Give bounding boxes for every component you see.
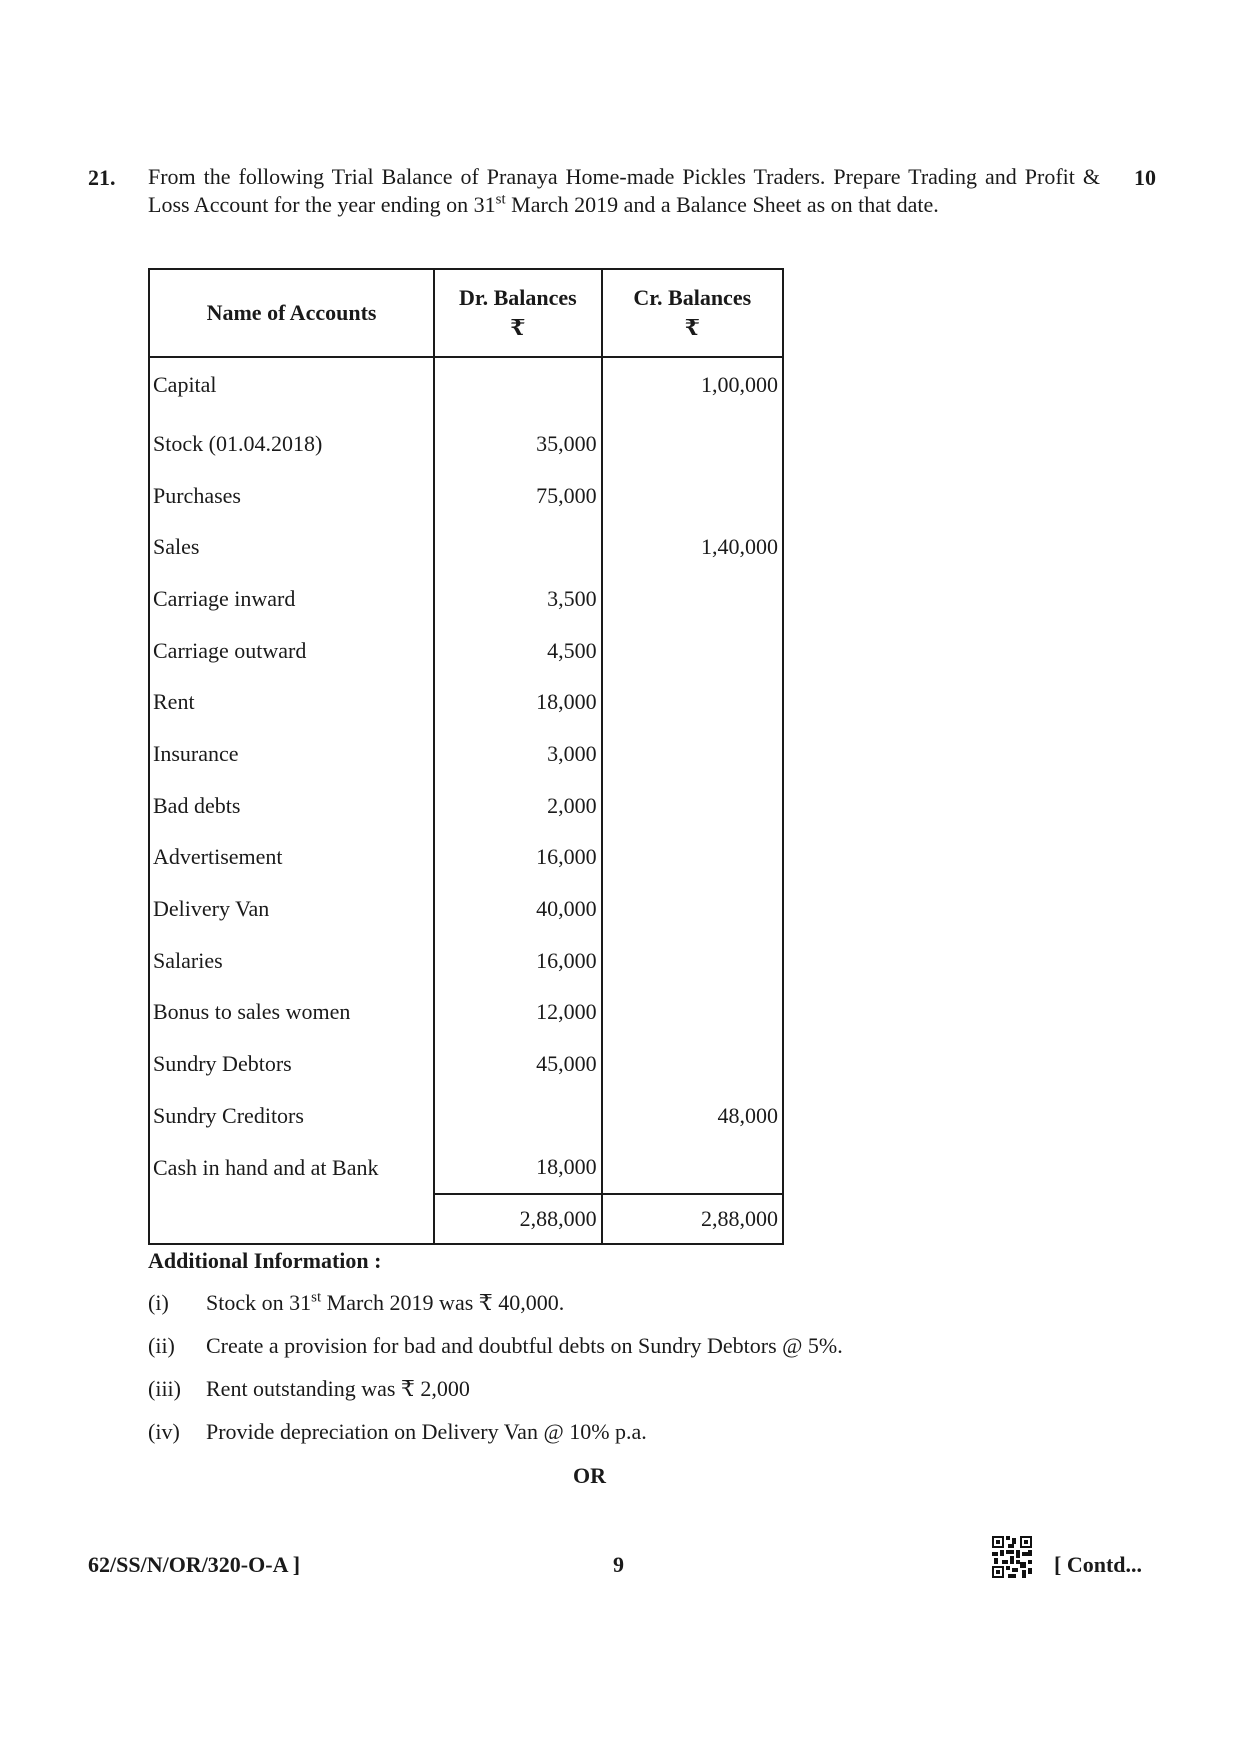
dr-balance-cell: 2,000: [434, 780, 601, 832]
info-item-1: [148, 1290, 1048, 1316]
dr-balance-cell: 18,000: [434, 1142, 601, 1195]
header-name-of-accounts: Name of Accounts: [149, 269, 434, 357]
cr-balance-cell: [602, 728, 783, 780]
info-item-roman: (iv): [148, 1419, 180, 1444]
info-item-text: Rent outstanding was ₹ 2,000: [206, 1376, 470, 1401]
table-row: [149, 935, 783, 987]
account-name-cell: Sundry Creditors: [149, 1090, 434, 1142]
cr-balance-cell: [602, 883, 783, 935]
table-header-row: [149, 269, 783, 357]
dr-balance-cell: 18,000: [434, 676, 601, 728]
trial-balance-table: [148, 268, 784, 1245]
or-label: OR: [573, 1463, 606, 1488]
question-marks: 10: [1134, 165, 1156, 190]
account-name-cell: Carriage inward: [149, 573, 434, 625]
account-name-cell: Advertisement: [149, 832, 434, 884]
info-item-text-a: Stock on 31: [206, 1290, 312, 1315]
dr-balance-cell: 4,500: [434, 625, 601, 677]
account-name-cell: Salaries: [149, 935, 434, 987]
cr-balance-cell: [602, 1038, 783, 1090]
table-row: [149, 728, 783, 780]
account-name-cell: Bad debts: [149, 780, 434, 832]
table-row: [149, 573, 783, 625]
dr-balance-cell: 16,000: [434, 935, 601, 987]
table-row: [149, 357, 783, 418]
footer-page-number: 9: [613, 1552, 624, 1577]
question-number: 21.: [88, 165, 116, 190]
dr-balance-cell: [434, 1090, 601, 1142]
dr-balance-cell: 35,000: [434, 418, 601, 470]
cr-balance-cell: [602, 573, 783, 625]
account-name-cell: Rent: [149, 676, 434, 728]
table-row: [149, 1038, 783, 1090]
info-item-roman: (iii): [148, 1376, 181, 1401]
total-dr-cell: 2,88,000: [434, 1194, 601, 1244]
account-name-cell: Sundry Debtors: [149, 1038, 434, 1090]
table-row: [149, 832, 783, 884]
dr-balance-cell: 12,000: [434, 987, 601, 1039]
account-name-cell: Cash in hand and at Bank: [149, 1142, 434, 1195]
cr-balance-cell: [602, 418, 783, 470]
table-row: [149, 625, 783, 677]
info-item-3: [148, 1376, 1048, 1402]
additional-info-title: Additional Information :: [148, 1248, 382, 1273]
qr-code-icon: [992, 1536, 1032, 1578]
cr-balance-cell: 1,00,000: [602, 357, 783, 418]
dr-balance-cell: 3,000: [434, 728, 601, 780]
cr-balance-cell: [602, 625, 783, 677]
cr-balance-cell: [602, 935, 783, 987]
dr-balance-cell: 16,000: [434, 832, 601, 884]
rupee-symbol-dr: ₹: [510, 315, 526, 340]
account-name-cell: Stock (01.04.2018): [149, 418, 434, 470]
account-name-cell: Insurance: [149, 728, 434, 780]
info-item-text: Provide depreciation on Delivery Van @ 10% p.a.: [206, 1419, 647, 1444]
table-row: [149, 521, 783, 573]
info-item-text-b: March 2019 was ₹ 40,000.: [321, 1290, 565, 1315]
dr-balance-cell: [434, 521, 601, 573]
footer-paper-code: 62/SS/N/OR/320-O-A ]: [88, 1552, 301, 1577]
table-row: [149, 1090, 783, 1142]
question-text-part2: March 2019 and a Balance Sheet as on that date.: [505, 192, 939, 217]
header-dr-balances: Dr. Balances ₹: [434, 269, 601, 357]
info-item-roman: (ii): [148, 1333, 175, 1358]
question-text-part1: From the following Trial Balance of Pranaya Home-made Pickles Traders. Prepare Trading and Profit & Loss Account for the year ending on 31: [148, 164, 1100, 217]
rupee-symbol-cr: ₹: [684, 315, 700, 340]
table-row: [149, 780, 783, 832]
table-row: [149, 987, 783, 1039]
account-name-cell: Sales: [149, 521, 434, 573]
table-row: [149, 676, 783, 728]
cr-balance-cell: [602, 987, 783, 1039]
cr-balance-cell: [602, 676, 783, 728]
account-name-cell: Purchases: [149, 470, 434, 522]
total-cr-cell: 2,88,000: [602, 1194, 783, 1244]
question-text-sup: st: [495, 191, 506, 208]
account-name-cell: Bonus to sales women: [149, 987, 434, 1039]
account-name-cell: Delivery Van: [149, 883, 434, 935]
cr-balance-cell: [602, 832, 783, 884]
dr-balance-cell: [434, 357, 601, 418]
info-item-sup: st: [311, 1289, 322, 1306]
cr-balance-cell: 1,40,000: [602, 521, 783, 573]
footer-continued: [ Contd...: [1054, 1552, 1143, 1577]
cr-balance-cell: 48,000: [602, 1090, 783, 1142]
info-item-4: [148, 1419, 1048, 1445]
dr-balance-cell: 45,000: [434, 1038, 601, 1090]
account-name-cell: Capital: [149, 357, 434, 418]
info-item-text: Create a provision for bad and doubtful debts on Sundry Debtors @ 5%.: [206, 1333, 843, 1358]
dr-balance-cell: 75,000: [434, 470, 601, 522]
total-row: [149, 1194, 783, 1244]
table-row: [149, 1142, 783, 1195]
table-row: [149, 418, 783, 470]
table-row: [149, 883, 783, 935]
cr-balance-cell: [602, 470, 783, 522]
question-text: [148, 163, 1100, 219]
dr-balance-cell: 40,000: [434, 883, 601, 935]
total-label-cell: [149, 1194, 434, 1244]
info-item-roman: (i): [148, 1290, 169, 1315]
table-row: [149, 470, 783, 522]
trial-balance-body: [149, 357, 783, 1244]
dr-balance-cell: 3,500: [434, 573, 601, 625]
info-item-2: [148, 1333, 1048, 1359]
account-name-cell: Carriage outward: [149, 625, 434, 677]
cr-balance-cell: [602, 780, 783, 832]
cr-balance-cell: [602, 1142, 783, 1195]
header-cr-balances: Cr. Balances ₹: [602, 269, 783, 357]
